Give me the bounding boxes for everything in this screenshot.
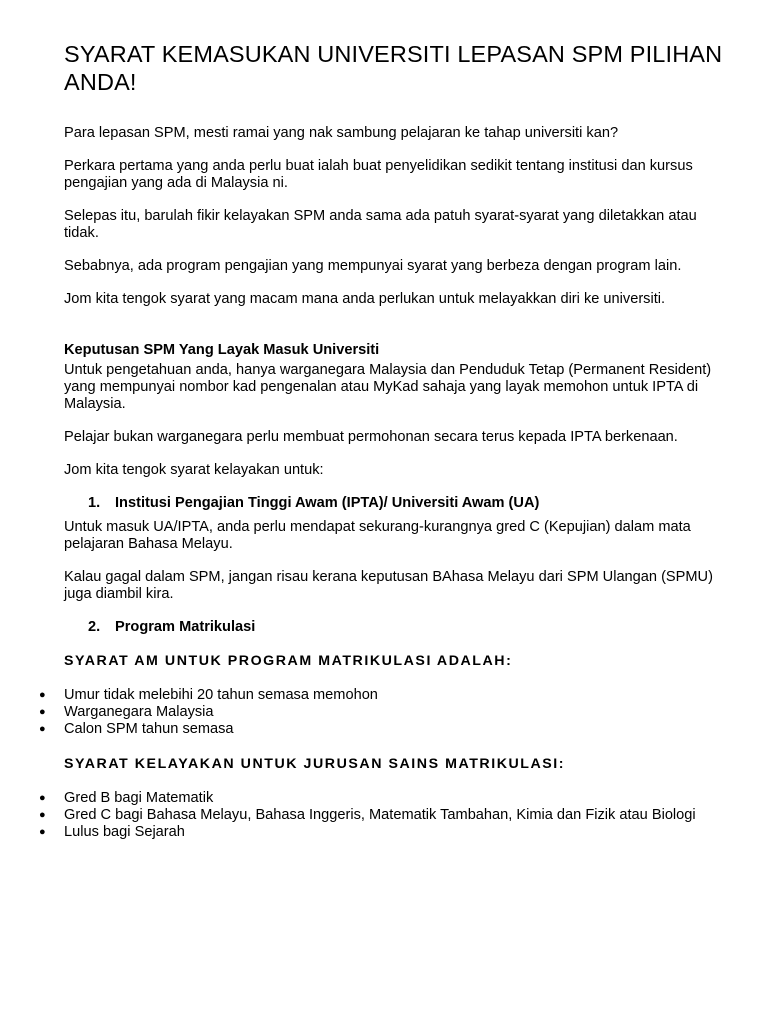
list-item-text: Lulus bagi Sejarah bbox=[64, 824, 185, 840]
section-heading: Keputusan SPM Yang Layak Masuk Universiti bbox=[64, 342, 380, 358]
list-item bbox=[39, 790, 724, 807]
general-requirements-heading: SYARAT AM UNTUK PROGRAM MATRIKULASI ADALAH: bbox=[64, 653, 513, 669]
intro-paragraph: Para lepasan SPM, mesti ramai yang nak sambung pelajaran ke tahap universiti kan? bbox=[64, 125, 619, 141]
list-item bbox=[39, 704, 724, 721]
page-title: SYARAT KEMASUKAN UNIVERSITI LEPASAN SPM PILIHAN ANDA! bbox=[64, 41, 723, 95]
intro-paragraph: Perkara pertama yang anda perlu buat ialah buat penyelidikan sedikit tentang institusi dan kursus pengajian yang ada di Malaysia ni. bbox=[64, 158, 693, 191]
bullet-icon: ● bbox=[39, 706, 46, 718]
list-item-text: Warganegara Malaysia bbox=[64, 704, 214, 720]
section-paragraph: Pelajar bukan warganegara perlu membuat permohonan secara terus kepada IPTA berkenaan. bbox=[64, 429, 678, 445]
bullet-icon: ● bbox=[39, 792, 46, 804]
numbered-heading-matrikulasi bbox=[64, 619, 724, 636]
list-item bbox=[39, 687, 724, 704]
bullet-icon: ● bbox=[39, 809, 46, 821]
list-item-text: Umur tidak melebihi 20 tahun semasa memohon bbox=[64, 687, 378, 703]
ipta-paragraph: Untuk masuk UA/IPTA, anda perlu mendapat sekurang-kurangnya gred C (Kepujian) dalam mata pelajaran Bahasa Melayu. bbox=[64, 519, 691, 552]
section-paragraph: Untuk pengetahuan anda, hanya warganegara Malaysia dan Penduduk Tetap (Permanent Resident) yang mempunyai nombor kad pengenalan atau MyKad sahaja yang layak memohon untuk IPTA di Malaysia. bbox=[64, 362, 712, 412]
numbered-heading-ipta bbox=[64, 495, 724, 512]
bullet-icon: ● bbox=[39, 689, 46, 701]
science-requirements-list bbox=[39, 790, 724, 841]
document-content bbox=[39, 40, 724, 841]
ipta-paragraph: Kalau gagal dalam SPM, jangan risau kerana keputusan BAhasa Melayu dari SPM Ulangan (SPMU) juga diambil kira. bbox=[64, 569, 713, 602]
bullet-icon: ● bbox=[39, 723, 46, 735]
section-paragraph: Jom kita tengok syarat kelayakan untuk: bbox=[64, 462, 324, 478]
bullet-icon: ● bbox=[39, 826, 46, 838]
intro-paragraph: Sebabnya, ada program pengajian yang mempunyai syarat yang berbeza dengan program lain. bbox=[64, 258, 682, 274]
numbered-heading-text: Institusi Pengajian Tinggi Awam (IPTA)/ Universiti Awam (UA) bbox=[115, 495, 540, 511]
science-requirements-heading: SYARAT KELAYAKAN UNTUK JURUSAN SAINS MATRIKULASI: bbox=[64, 756, 566, 772]
list-number: 2. bbox=[88, 619, 101, 635]
list-number: 1. bbox=[88, 495, 101, 511]
list-item bbox=[39, 824, 724, 841]
general-requirements-list bbox=[39, 687, 724, 738]
intro-paragraph: Jom kita tengok syarat yang macam mana anda perlukan untuk melayakkan diri ke universiti. bbox=[64, 291, 666, 307]
numbered-heading-text: Program Matrikulasi bbox=[115, 619, 256, 635]
intro-paragraph: Selepas itu, barulah fikir kelayakan SPM anda sama ada patuh syarat-syarat yang diletakkan atau tidak. bbox=[64, 208, 697, 241]
list-item-text: Gred B bagi Matematik bbox=[64, 790, 214, 806]
list-item bbox=[39, 721, 724, 738]
list-item-text: Calon SPM tahun semasa bbox=[64, 721, 234, 737]
list-item bbox=[39, 807, 724, 824]
list-item-text: Gred C bagi Bahasa Melayu, Bahasa Inggeris, Matematik Tambahan, Kimia dan Fizik atau Biologi bbox=[64, 807, 696, 823]
